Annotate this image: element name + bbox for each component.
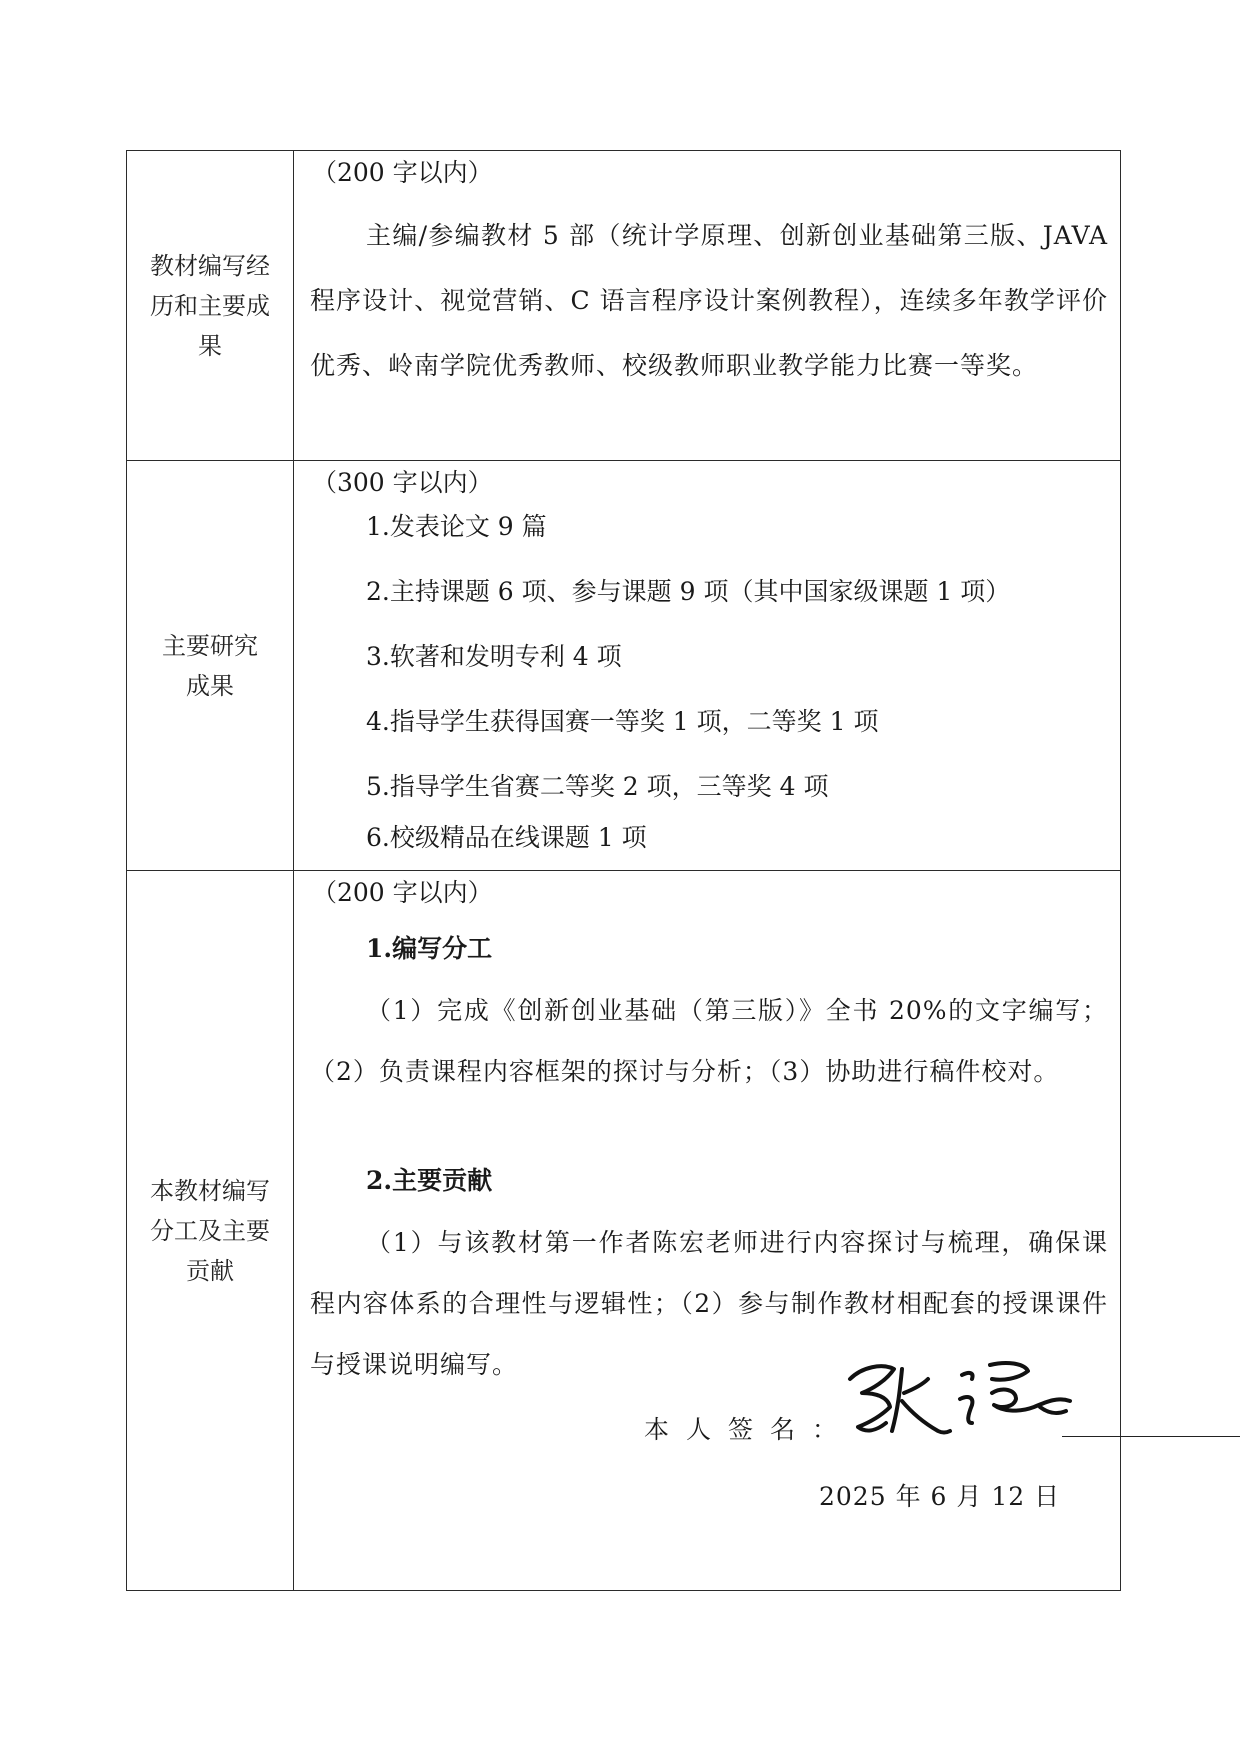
research-content-cell (294, 461, 1121, 871)
research-word-limit-note: （300 字以内） (312, 468, 493, 497)
materials-label-cell (127, 151, 294, 461)
research-label: 主要研究成果 (162, 631, 258, 700)
research-item: 2.主持课题 6 项、参与课题 9 项（其中国家级课题 1 项） (366, 577, 1011, 606)
contribution-label: 本教材编写分工及主要贡献 (150, 1176, 270, 1285)
contribution-row (127, 871, 1121, 1591)
contribution-label-cell (127, 871, 294, 1591)
signature-line (1062, 1436, 1240, 1437)
handwritten-signature (842, 1349, 1082, 1459)
signature-label: 本人签名： (644, 1415, 855, 1444)
research-label-cell (127, 461, 294, 871)
division-heading: 1.编写分工 (366, 934, 493, 963)
materials-row (127, 151, 1121, 461)
form-table (126, 150, 1121, 1591)
contribution-heading: 2.主要贡献 (366, 1166, 493, 1195)
research-item: 6.校级精品在线课题 1 项 (366, 823, 647, 852)
research-item: 4.指导学生获得国赛一等奖 1 项，二等奖 1 项 (366, 707, 879, 736)
signature-date: 2025 年 6 月 12 日 (819, 1482, 1061, 1511)
materials-word-limit-note: （200 字以内） (312, 158, 493, 187)
materials-label: 教材编写经历和主要成果 (150, 251, 270, 360)
research-row (127, 461, 1121, 871)
materials-text: 主编/参编教材 5 部（统计学原理、创新创业基础第三版、JAVA 程序设计、视觉营销、C 语言程序设计案例教程），连续多年教学评价优秀、岭南学院优秀教师、校级教师职业教学能力比赛一等奖。 (310, 221, 1108, 380)
materials-content-cell (294, 151, 1121, 461)
contribution-word-limit-note: （200 字以内） (312, 878, 493, 907)
division-text: （1）完成《创新创业基础（第三版）》全书 20%的文字编写；（2）负责课程内容框架的探讨与分析；（3）协助进行稿件校对。 (310, 996, 1108, 1086)
research-item: 5.指导学生省赛二等奖 2 项，三等奖 4 项 (366, 772, 829, 801)
research-item: 3.软著和发明专利 4 项 (366, 642, 622, 671)
contribution-text: （1）与该教材第一作者陈宏老师进行内容探讨与梳理，确保课程内容体系的合理性与逻辑性；（2）参与制作教材相配套的授课课件与授课说明编写。 (310, 1228, 1108, 1379)
research-item: 1.发表论文 9 篇 (366, 512, 547, 541)
contribution-content-cell (294, 871, 1121, 1591)
